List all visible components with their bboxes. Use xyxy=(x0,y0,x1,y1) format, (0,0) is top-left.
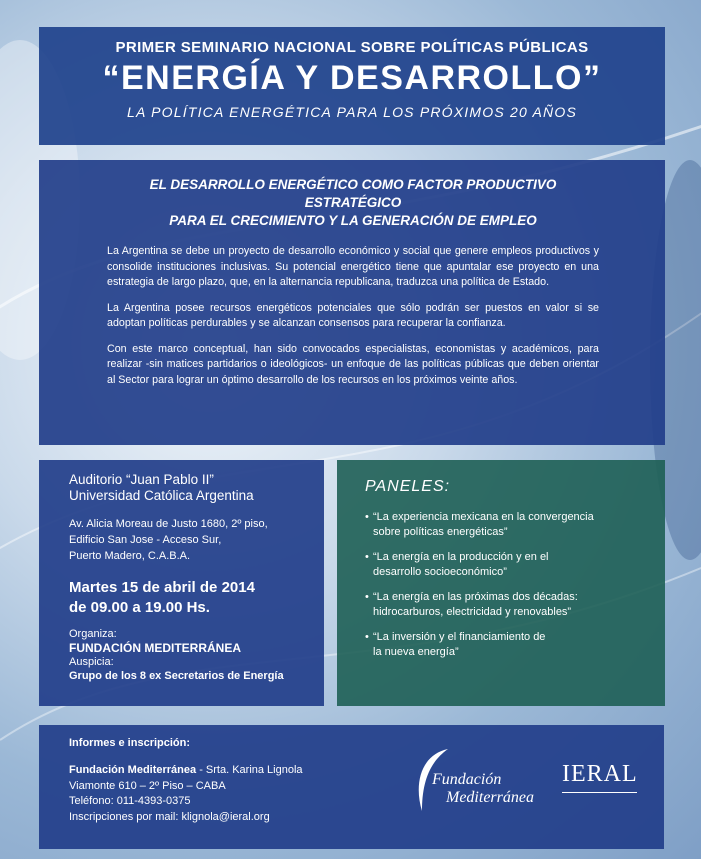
venue-name-line2: Universidad Católica Argentina xyxy=(69,488,254,503)
intro-title-line1: EL DESARROLLO ENERGÉTICO COMO FACTOR PRODUCTIVO ESTRATÉGICO xyxy=(149,177,557,210)
contact-panel xyxy=(39,725,664,849)
contact-email: Inscripciones por mail: klignola@ieral.org xyxy=(69,810,270,823)
event-date xyxy=(69,578,324,618)
bullet-icon: • xyxy=(365,631,369,643)
event-time-line: de 09.00 a 19.00 Hs. xyxy=(69,599,210,616)
seminar-tagline: LA POLÍTICA ENERGÉTICA PARA LOS PRÓXIMOS 20 AÑOS xyxy=(127,104,577,120)
list-item xyxy=(365,510,645,540)
panel-4-line1: “La inversión y el financiamiento de xyxy=(373,631,546,643)
auspicia-label: Auspicia: xyxy=(69,656,114,668)
panel-3-line1: “La energía en las próximas dos décadas: xyxy=(373,591,578,603)
logo-word-mediterranea: Mediterránea xyxy=(446,789,534,806)
bullet-icon: • xyxy=(365,511,369,523)
contact-org-name: Fundación Mediterránea xyxy=(69,764,197,776)
panels-list xyxy=(365,510,645,660)
event-date-line1: Martes 15 de abril de 2014 xyxy=(69,579,255,596)
panel-1-line2: sobre políticas energéticas” xyxy=(373,526,508,538)
contact-person: - Srta. Karina Lignola xyxy=(196,764,303,776)
panel-2-line2: desarrollo socioeconómico” xyxy=(373,566,507,578)
list-item xyxy=(365,630,645,660)
panels-list-panel xyxy=(337,460,665,706)
fundacion-mediterranea-logo xyxy=(410,745,550,825)
organizer-name: FUNDACIÓN MEDITERRÁNEA xyxy=(69,641,241,655)
bullet-icon: • xyxy=(365,551,369,563)
panel-3-line2: hidrocarburos, electricidad y renovables” xyxy=(373,606,572,618)
sponsor-name: Grupo de los 8 ex Secretarios de Energía xyxy=(69,670,284,682)
seminar-title: “ENERGÍA Y DESARROLLO” xyxy=(102,59,602,97)
venue-panel xyxy=(39,460,324,706)
address-line3: Puerto Madero, C.A.B.A. xyxy=(69,550,191,562)
logo-word-fundacion: Fundación xyxy=(432,771,502,788)
intro-panel xyxy=(39,160,665,445)
list-item xyxy=(365,590,645,620)
seminar-subtitle: PRIMER SEMINARIO NACIONAL SOBRE POLÍTICAS PÚBLICAS xyxy=(115,39,589,56)
intro-title-line2: PARA EL CRECIMIENTO Y LA GENERACIÓN DE EMPLEO xyxy=(169,213,537,228)
intro-paragraph-3: Con este marco conceptual, han sido convocados especialistas, economistas y académicos, para realizar -sin matices partidarios o ideológicos- un enfoque de las políticas públicas que deben orientar al Sector para lograr un óptimo desarrollo de los recursos en los próximos veinte años. xyxy=(107,342,599,386)
ieral-logo xyxy=(562,761,638,788)
intro-paragraph-1: La Argentina se debe un proyecto de desarrollo económico y social que genere empleos productivos y consolide instituciones inclusivas. Su potencial energético tiene que apuntalar ese proyecto en una estrategia de largo plazo, que, en la alternancia republicana, traduzca una política de Estado. xyxy=(107,245,599,288)
contact-address: Viamonte 610 – 2º Piso – CABA xyxy=(69,779,226,792)
header-panel xyxy=(39,27,665,145)
contact-heading: Informes e inscripción: xyxy=(69,737,191,749)
intro-paragraph-2: La Argentina posee recursos energéticos potenciales que sólo podrán ser puestos en valor si se adoptan políticas perdurables y se alcanzan consensos para recuperar la confianza. xyxy=(107,301,599,329)
panel-1-line1: “La experiencia mexicana en la convergencia xyxy=(373,511,594,523)
bullet-icon: • xyxy=(365,591,369,603)
venue-name-line1: Auditorio “Juan Pablo II” xyxy=(69,472,214,487)
address-line1: Av. Alicia Moreau de Justo 1680, 2º piso, xyxy=(69,518,268,530)
venue-address xyxy=(69,516,324,564)
ieral-underline xyxy=(562,792,637,793)
contact-phone: Teléfono: 011-4393-0375 xyxy=(69,795,191,807)
ieral-logo-text: IERAL xyxy=(562,761,638,787)
panel-4-line2: la nueva energía” xyxy=(373,646,459,658)
organiza-label: Organiza: xyxy=(69,628,117,640)
list-item xyxy=(365,550,645,580)
address-line2: Edificio San Jose - Acceso Sur, xyxy=(69,534,222,546)
panels-title: PANELES: xyxy=(365,478,451,495)
panel-2-line1: “La energía en la producción y en el xyxy=(373,551,549,563)
